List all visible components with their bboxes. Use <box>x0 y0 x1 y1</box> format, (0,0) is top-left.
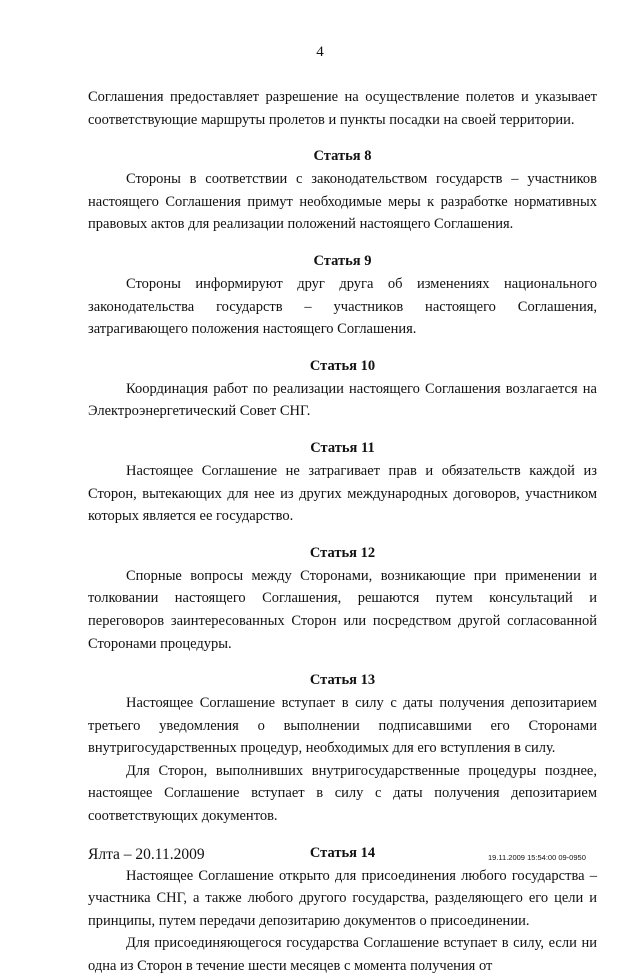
article-paragraph: Настоящее Соглашение вступает в силу с даты получения депозитарием третьего уведомления о выполнении подписавшими его Сторонами внутригосударственных процедур, необходимых для его вступления в силу. <box>88 695 597 757</box>
article-11 <box>88 437 597 528</box>
article-heading: Статья 12 <box>309 544 376 561</box>
article-heading: Статья 8 <box>313 148 372 165</box>
article-paragraph: Для присоединяющегося государства Соглашение вступает в силу, если ни одна из Сторон в течение шести месяцев с момента получения от <box>88 935 597 975</box>
article-13 <box>88 669 597 828</box>
article-paragraph: Стороны в соответствии с законодательством государств – участников настоящего Соглашения примут необходимые меры к разработке нормативных правовых актов для реализации положений настоящего Соглашения. <box>88 171 597 233</box>
article-heading: Статья 9 <box>313 252 372 269</box>
article-paragraph: Настоящее Соглашение не затрагивает прав и обязательств каждой из Сторон, вытекающих для нее из других международных договоров, участником которых является ее государство. <box>88 462 597 525</box>
article-heading: Статья 13 <box>309 672 376 689</box>
article-paragraph: Координация работ по реализации настоящего Соглашения возлагается на Электроэнергетический Совет СНГ. <box>88 380 597 420</box>
footer-place-date: Ялта – 20.11.2009 <box>88 846 205 863</box>
article-heading: Статья 14 <box>309 844 376 861</box>
page-number: 4 <box>316 44 324 60</box>
document-body <box>88 86 597 978</box>
footer-doc-stamp: 19.11.2009 15:54:00 09-0950 <box>488 853 586 862</box>
article-8 <box>88 145 597 236</box>
intro-paragraph: Соглашения предоставляет разрешение на осуществление полетов и указывает соответствующие маршруты пролетов и пункты посадки на своей территории. <box>88 89 597 128</box>
article-10 <box>88 355 597 423</box>
article-heading: Статья 11 <box>310 439 375 456</box>
article-heading: Статья 10 <box>309 357 376 374</box>
article-paragraph: Для Сторон, выполнивших внутригосударственные процедуры позднее, настоящее Соглашение вступает в силу с даты получения депозитарием соответствующих документов. <box>88 762 597 825</box>
article-9 <box>88 250 597 341</box>
article-paragraph: Стороны информируют друг друга об изменениях национального законодательства государств – участников настоящего Соглашения, затрагивающего положения настоящего Соглашения. <box>88 275 597 338</box>
article-paragraph: Настоящее Соглашение открыто для присоединения любого государства – участника СНГ, а также любого другого государства, разделяющего его цели и принципы, путем передачи депозитарию документов о присоединении. <box>88 867 597 929</box>
article-12 <box>88 542 597 655</box>
article-paragraph: Спорные вопросы между Сторонами, возникающие при применении и толковании настоящего Соглашения, решаются путем консультаций и переговоров заинтересованных Сторон или посредством другой согласованной Сторонами процедуры. <box>88 567 597 652</box>
